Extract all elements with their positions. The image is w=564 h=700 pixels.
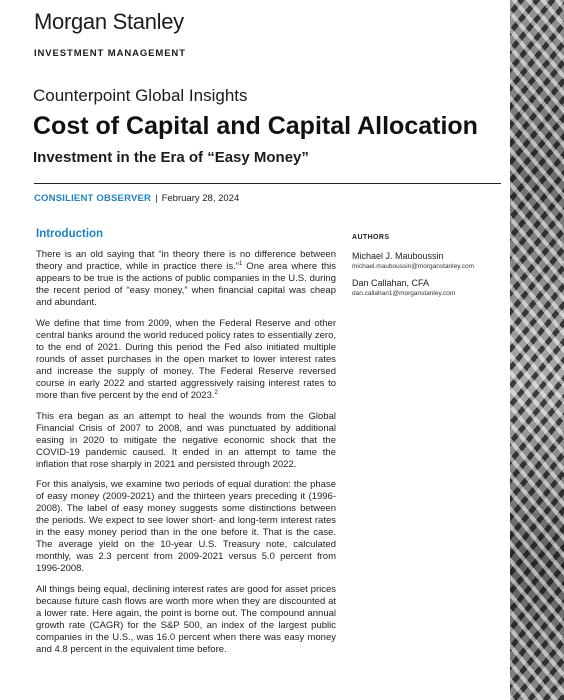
- cover-photo-strip: [510, 0, 564, 700]
- main-column: [36, 228, 336, 665]
- page-subtitle: Investment in the Era of “Easy Money”: [33, 149, 309, 166]
- paragraph: This era began as an attempt to heal the wounds from the Global Financial Crisis of 2007 to 2008, and was punctuated by additional easing in 2020 to mitigate the negative economic shock that the COVID-19 pandemic caused. It ended in an attempt to tame the inflation that rose sharply in 2021 and persisted through 2022.: [36, 410, 336, 470]
- division-label: INVESTMENT MANAGEMENT: [34, 48, 186, 59]
- paragraph-text: We define that time from 2009, when the Federal Reserve and other central banks around the world reduced policy rates to essentially zero, to the end of 2021. During this period the Fed also initiated multiple rounds of asset purchases in the open market to lower interest rates and increase the supply of money. The Federal Reserve reversed course in early 2022 and started aggressively raising interest rates to more than five percent by the end of 2023.: [36, 317, 336, 401]
- paragraph-text: One area where this appears to be true is the actions of public companies in the U.S. during the recent period of “easy money,” when financial capital was cheap and abundant.: [36, 260, 336, 308]
- series-title: Counterpoint Global Insights: [33, 86, 248, 105]
- author-entry: [352, 278, 502, 297]
- footnote-ref[interactable]: 1: [238, 260, 243, 267]
- header-divider: [34, 183, 501, 184]
- authors-heading: AUTHORS: [352, 234, 390, 241]
- author-entry: [352, 251, 502, 270]
- page-title: Cost of Capital and Capital Allocation: [33, 112, 478, 140]
- authors-panel: [352, 234, 502, 305]
- brand-logo: Morgan Stanley: [34, 9, 184, 34]
- author-name: Dan Callahan, CFA: [352, 278, 430, 288]
- paragraph: For this analysis, we examine two periods of equal duration: the phase of easy money (2009-2021) and the thirteen years preceding it (1996-2008). The label of easy money suggests some distinctions between the periods. We expect to see lower short- and long-term interest rates in the easy money period than in the one before it. That is the case. The average yield on the 10-year U.S. Treasury note, calculated monthly, was 2.3 percent from 2009-2021 versus 5.0 percent from 1996-2008.: [36, 479, 336, 575]
- paragraph-text: There is an old saying that “in theory there is no difference between theory and practice, while in practice there is.”: [36, 249, 336, 272]
- paragraph: All things being equal, declining interest rates are good for asset prices because future cash flows are worth more when they are discounted at a lower rate. Here again, the point is borne out. The compound annual growth rate (CAGR) for the S&P 500, an index of the largest public companies in the U.S., was 16.0 percent when there was easy money and 4.8 percent in the equivalent time before.: [36, 584, 336, 656]
- author-email-link[interactable]: dan.callahan1@morganstanley.com: [352, 290, 456, 297]
- meta-separator: |: [155, 193, 158, 204]
- footnote-ref[interactable]: 2: [214, 389, 218, 396]
- publication-line: [34, 193, 239, 204]
- publication-date: February 28, 2024: [161, 193, 240, 204]
- section-heading: Introduction: [36, 228, 104, 240]
- author-name: Michael J. Mauboussin: [352, 251, 444, 261]
- author-email-link[interactable]: michael.mauboussin@morganstanley.com: [352, 263, 475, 270]
- paragraph: [36, 318, 336, 402]
- column-tag: CONSILIENT OBSERVER: [34, 193, 152, 204]
- paragraph: [36, 249, 336, 309]
